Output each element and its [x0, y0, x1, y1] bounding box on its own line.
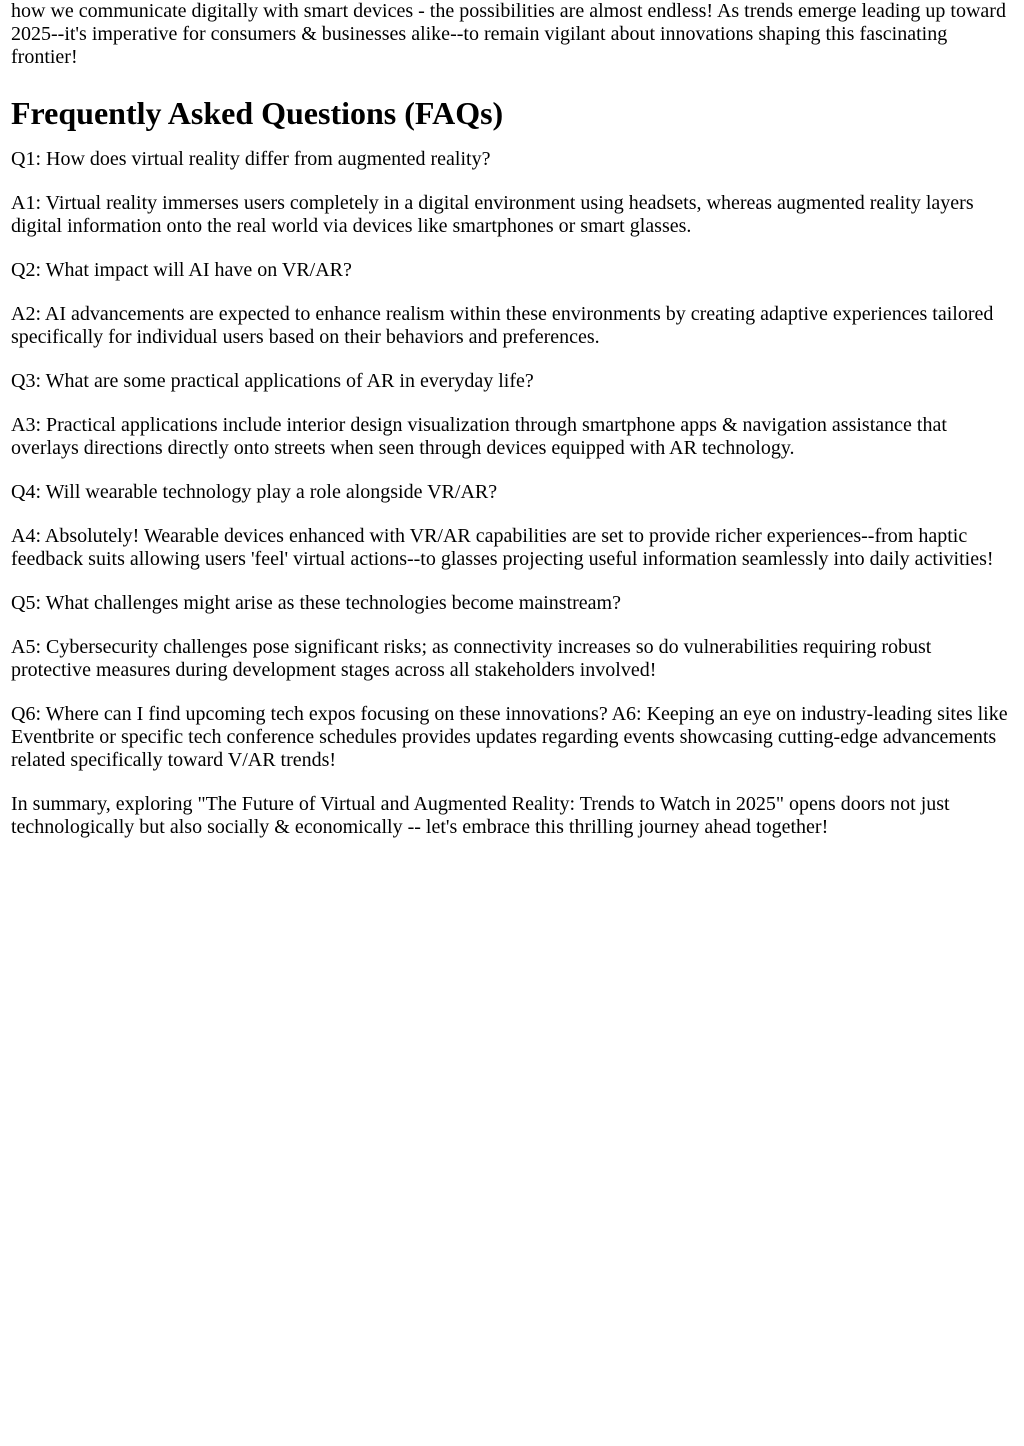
faq-question: Q5: What challenges might arise as these technologies become mainstream?: [11, 592, 621, 614]
faq-question: Q3: What are some practical applications of AR in everyday life?: [11, 370, 534, 392]
faq-list: [11, 148, 1013, 772]
summary-paragraph: In summary, exploring "The Future of Virtual and Augmented Reality: Trends to Watch in 2025" opens doors not just technologically but also socially & economically -- let's embrace this thrilling journey ahead together!: [11, 793, 950, 838]
faq-question-answer: Q6: Where can I find upcoming tech expos focusing on these innovations? A6: Keeping an eye on industry-leading sites like Eventbrite or specific tech conference schedules provides updates regarding events showcasing cutting-edge advancements related specifically toward V/AR trends!: [11, 703, 1008, 771]
faq-answer: A4: Absolutely! Wearable devices enhanced with VR/AR capabilities are set to provide richer experiences--from haptic feedback suits allowing users 'feel' virtual actions--to glasses projecting useful information seamlessly into daily activities!: [11, 525, 994, 570]
faq-question: Q1: How does virtual reality differ from augmented reality?: [11, 148, 491, 170]
faq-answer: A1: Virtual reality immerses users completely in a digital environment using headsets, whereas augmented reality layers digital information onto the real world via devices like smartphones or smart glasses.: [11, 192, 974, 237]
faq-heading: Frequently Asked Questions (FAQs): [11, 95, 504, 131]
faq-question: Q2: What impact will AI have on VR/AR?: [11, 259, 352, 281]
faq-answer: A2: AI advancements are expected to enhance realism within these environments by creating adaptive experiences tailored specifically for individual users based on their behaviors and preferences.: [11, 303, 994, 348]
faq-answer: A3: Practical applications include interior design visualization through smartphone apps & navigation assistance that overlays directions directly onto streets when seen through devices equipped with AR technology.: [11, 414, 947, 459]
intro-paragraph: how we communicate digitally with smart devices - the possibilities are almost endless! As trends emerge leading up toward 2025--it's imperative for consumers & businesses alike--to remain vigilant about innovations shaping this fascinating frontier!: [11, 0, 1006, 68]
faq-answer: A5: Cybersecurity challenges pose significant risks; as connectivity increases so do vulnerabilities requiring robust protective measures during development stages across all stakeholders involved!: [11, 636, 932, 681]
faq-question: Q4: Will wearable technology play a role alongside VR/AR?: [11, 481, 498, 503]
